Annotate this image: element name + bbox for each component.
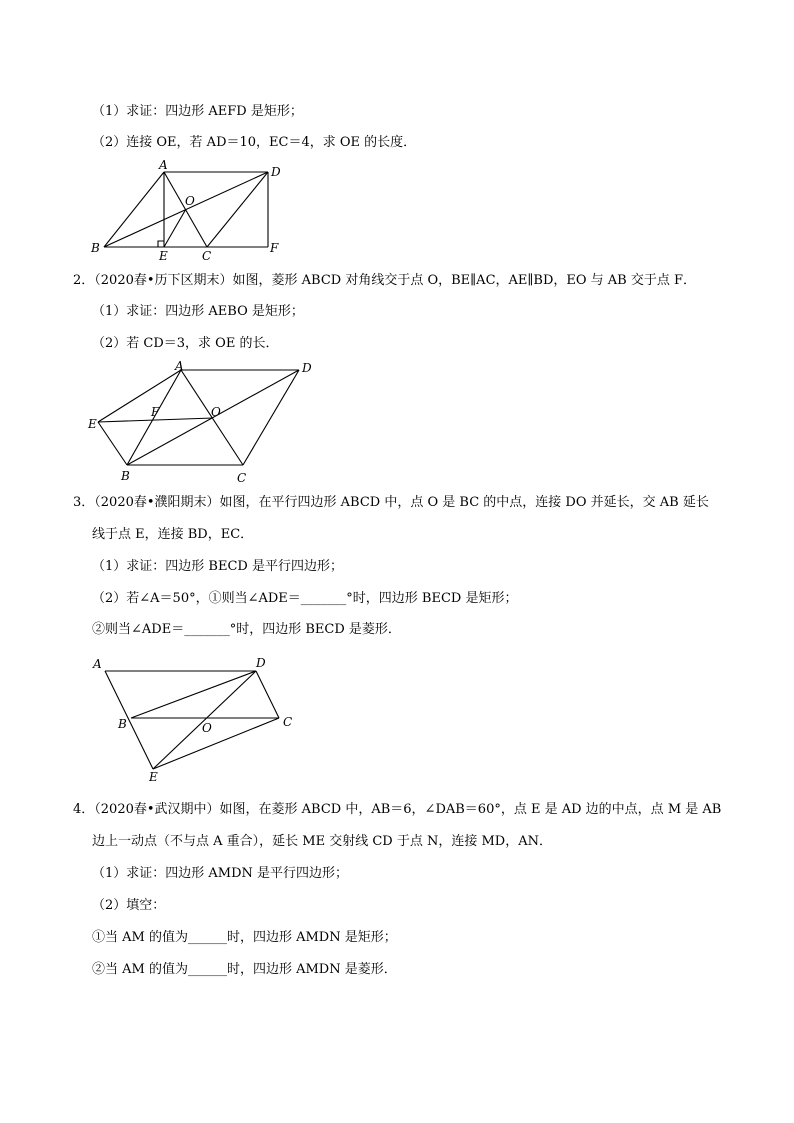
figure-1 <box>85 158 290 263</box>
label-F: F <box>270 241 279 255</box>
label-C: C <box>237 471 247 485</box>
p2-stem: 2．（2020春•历下区期末）如图，菱形 ABCD 对角线交于点 O，BE∥AC，AE∥BD，EO 与 AB 交于点 F． <box>73 273 697 288</box>
p4-question-2: （2）填空： <box>92 898 166 913</box>
p4-question-1: （1）求证：四边形 AMDN 是平行四边形； <box>92 866 349 881</box>
label-C: C <box>202 249 212 263</box>
label-E: E <box>88 417 97 431</box>
label-O: O <box>185 194 195 208</box>
p4-stem-line-1: 4．（2020春•武汉期中）如图，在菱形 ABCD 中，AB＝6，∠DAB＝60°，点 E 是 AD 边的中点，点 M 是 AB <box>73 802 722 817</box>
label-O: O <box>211 405 221 419</box>
figure-2 <box>85 358 320 488</box>
p3-question-1: （1）求证：四边形 BECD 是平行四边形； <box>92 559 343 574</box>
label-D: D <box>302 361 312 375</box>
label-C: C <box>283 715 293 729</box>
label-E: E <box>159 249 168 263</box>
label-D: D <box>271 165 281 179</box>
label-B: B <box>91 241 100 255</box>
p4-stem-line-2: 边上一动点（不与点 A 重合），延长 ME 交射线 CD 于点 N，连接 MD，AN． <box>92 834 552 849</box>
p3-question-2b: ②则当∠ADE＝_______°时，四边形 BECD 是菱形． <box>92 622 401 637</box>
p4-question-2a: ①当 AM 的值为______时，四边形 AMDN 是矩形； <box>92 930 397 945</box>
p1-question-1: （1）求证：四边形 AEFD 是矩形； <box>92 104 303 119</box>
p4-question-2b: ②当 AM 的值为______时，四边形 AMDN 是菱形． <box>92 962 397 977</box>
p2-question-2: （2）若 CD＝3，求 OE 的长． <box>92 336 279 351</box>
p2-question-1: （1）求证：四边形 AEBO 是矩形； <box>92 304 304 319</box>
label-O: O <box>202 721 212 735</box>
label-F: F <box>151 405 160 419</box>
p3-question-2a: （2）若∠A＝50°，①则当∠ADE＝_______°时，四边形 BECD 是矩形； <box>92 591 518 606</box>
p1-question-2: （2）连接 OE，若 AD＝10，EC＝4，求 OE 的长度． <box>92 135 417 150</box>
label-E: E <box>149 770 158 784</box>
label-A: A <box>175 359 184 373</box>
label-A: A <box>93 657 102 671</box>
label-B: B <box>118 717 127 731</box>
p3-stem-line-2: 线于点 E，连接 BD，EC． <box>92 527 254 542</box>
p3-stem-line-1: 3．（2020春•濮阳期末）如图，在平行四边形 ABCD 中，点 O 是 BC 的中点，连接 DO 并延长，交 AB 延长 <box>73 495 709 510</box>
label-D: D <box>256 656 266 670</box>
figure-3 <box>85 652 305 787</box>
label-B: B <box>121 469 130 483</box>
label-A: A <box>159 158 168 172</box>
